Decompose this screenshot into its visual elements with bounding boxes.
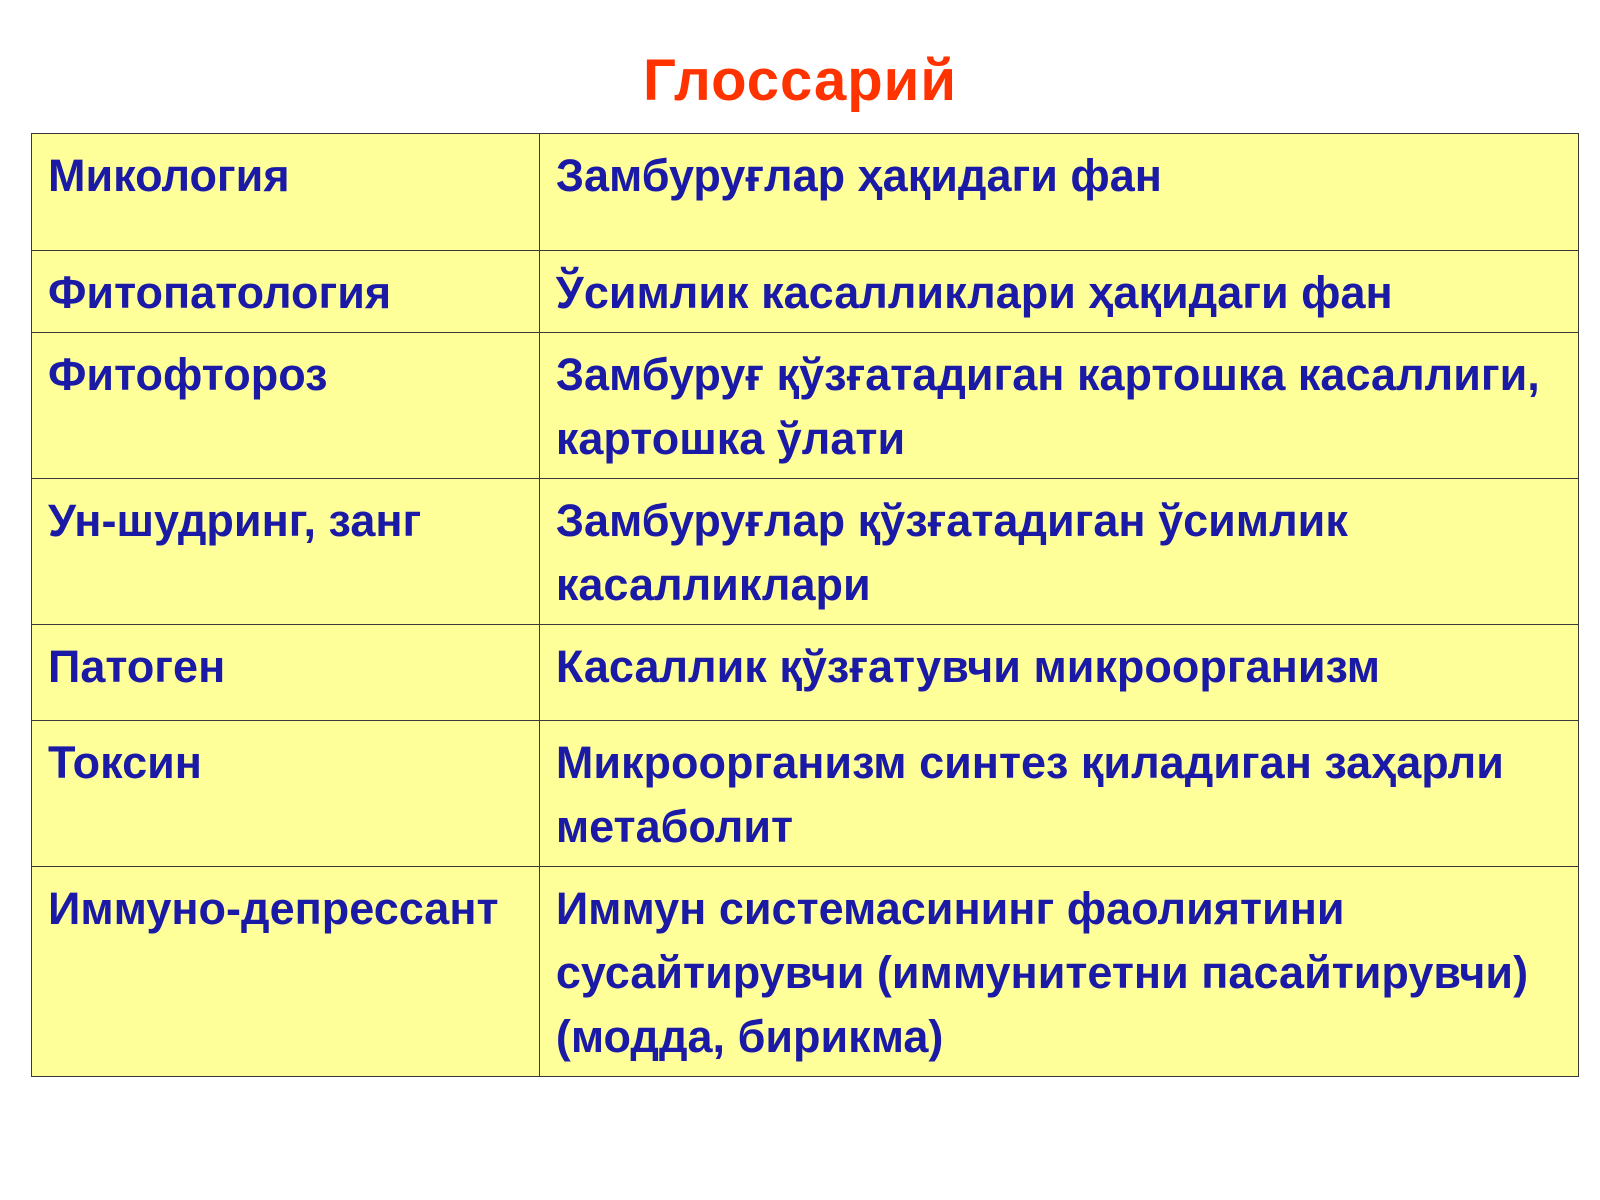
glossary-term: Фитофтороз [32,333,540,479]
table-row [32,333,1579,479]
glossary-definition: Замбуруғлар ҳақидаги фан [539,134,1578,251]
table-row [32,479,1579,625]
table-row [32,625,1579,721]
glossary-definition: Ўсимлик касалликлари ҳақидаги фан [539,251,1578,333]
glossary-definition: Замбуруғ қўзғатадиган картошка касаллиги, картошка ўлати [539,333,1578,479]
glossary-term: Иммуно-депрессант [32,867,540,1077]
table-row [32,721,1579,867]
glossary-definition: Замбуруғлар қўзғатадиган ўсимлик касалликлари [539,479,1578,625]
glossary-term: Токсин [32,721,540,867]
glossary-definition: Касаллик қўзғатувчи микроорганизм [539,625,1578,721]
table-row [32,134,1579,251]
glossary-term: Микология [32,134,540,251]
glossary-definition: Иммун системасининг фаолиятини сусайтирувчи (иммунитетни пасайтирувчи) (модда, бирикма) [539,867,1578,1077]
table-row [32,867,1579,1077]
glossary-term: Фитопатология [32,251,540,333]
glossary-term: Ун-шудринг, занг [32,479,540,625]
glossary-definition: Микроорганизм синтез қиладиган заҳарли метаболит [539,721,1578,867]
glossary-table [31,133,1579,1077]
glossary-term: Патоген [32,625,540,721]
table-row [32,251,1579,333]
page-title: Глоссарий [643,48,957,113]
